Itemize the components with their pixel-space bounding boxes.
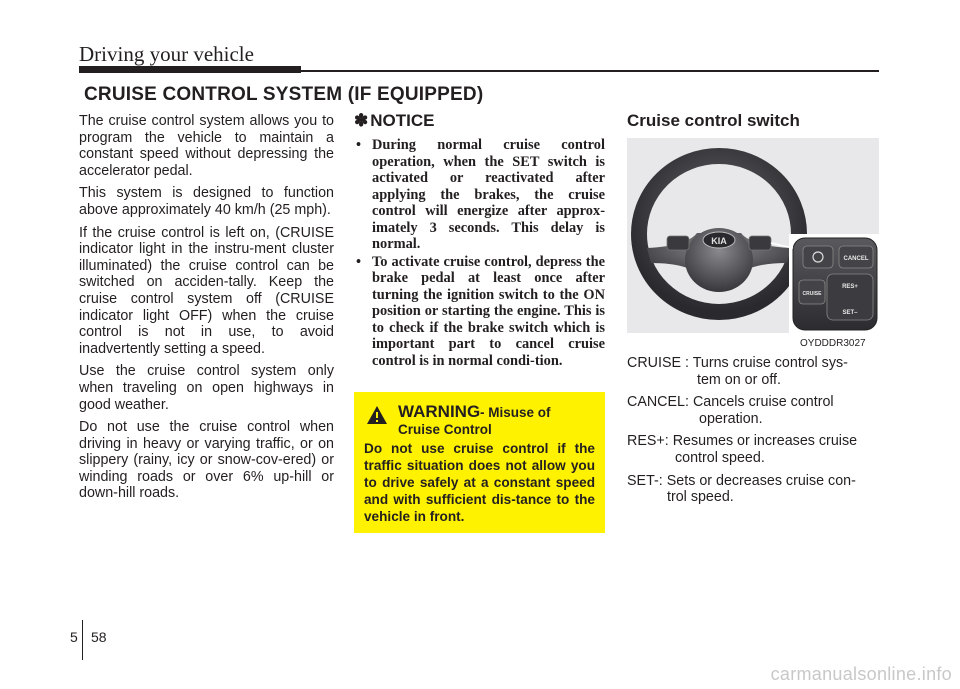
notice-item-text: During normal cruise control operation, when the SET switch is activated or reactivated after applying the brakes, the cruise control will energize after approx-imately 3 seconds. This delay is normal. xyxy=(372,137,605,252)
switch-definitions xyxy=(627,355,879,512)
definition-term: CRUISE : xyxy=(627,355,693,371)
definition-cruise xyxy=(627,355,879,388)
definition-term: SET-: xyxy=(627,472,667,489)
header-rule-thick xyxy=(79,66,301,73)
notice-item xyxy=(354,254,605,370)
steering-wheel-illustration xyxy=(627,138,879,333)
definition-desc-cont: trol speed. xyxy=(667,489,734,506)
watermark: carmanualsonline.info xyxy=(770,664,952,684)
bullet-icon: • xyxy=(356,137,362,153)
switch-title: Cruise control switch xyxy=(627,111,800,130)
bullet-icon: • xyxy=(356,253,362,270)
definition-desc-cont: control speed. xyxy=(675,449,765,466)
page-divider xyxy=(82,620,83,660)
cruise-switch-label: CRUISE xyxy=(802,291,822,297)
page-header-title: Driving your vehicle xyxy=(79,42,254,66)
notice-title-text: NOTICE xyxy=(370,111,435,130)
definition-res xyxy=(627,433,879,466)
paragraph: Use the cruise control system only when traveling on open highways in good weather. xyxy=(79,363,334,413)
notice-star-icon: ✽ xyxy=(354,111,369,130)
header-rule-thin xyxy=(301,70,879,72)
cancel-switch-label: CANCEL xyxy=(843,256,869,262)
warning-subtitle-2: Cruise Control xyxy=(398,422,492,437)
paragraph: This system is designed to function above approximately 40 km/h (25 mph). xyxy=(79,185,334,218)
paragraph: Do not use the cruise control when driving in heavy or varying traffic, or on slippery (rainy, icy or snow-cov-ered) or winding roads or over 6% up-hill or down-hill roads. xyxy=(79,419,334,502)
definition-desc-cont: tem on or off. xyxy=(697,371,781,388)
set-switch-label: SET– xyxy=(842,310,858,316)
page-number: 58 xyxy=(91,629,107,645)
notice-title xyxy=(354,111,434,131)
definition-term: CANCEL: xyxy=(627,394,693,411)
warning-box xyxy=(354,392,605,533)
warning-word: WARNING xyxy=(398,402,481,421)
section-number: 5 xyxy=(70,629,78,645)
definition-desc: Sets or decreases cruise con- xyxy=(666,472,856,489)
definition-set xyxy=(627,473,879,506)
section-title: CRUISE CONTROL SYSTEM (IF EQUIPPED) xyxy=(84,84,484,105)
intro-column xyxy=(79,113,334,508)
definition-desc-cont: operation. xyxy=(699,410,763,427)
figure-code: OYDDDR3027 xyxy=(800,338,866,349)
notice-item-text: To activate cruise control, depress the brake pedal at least once after turning the ignition switch to the ON position or starting the engine. This is to check if the brake switch which is important part to cancel cruise control is in normal condi-tion. xyxy=(372,253,605,369)
warning-header xyxy=(364,402,595,440)
res-switch-label: RES+ xyxy=(842,284,858,290)
definition-cancel xyxy=(627,394,879,427)
definition-term: RES+: xyxy=(627,433,673,450)
definition-desc: Cancels cruise control xyxy=(692,394,834,411)
steering-wheel-figure xyxy=(627,138,879,333)
warning-triangle-icon xyxy=(366,405,388,425)
notice-item xyxy=(354,137,605,253)
warning-text: Do not use cruise control if the traffic situation does not allow you to drive safely at a constant speed and with sufficient dis-tance to the vehicle in front. xyxy=(364,441,595,524)
warning-subtitle: - Misuse of xyxy=(480,405,551,420)
notice-list xyxy=(354,137,605,370)
definition-desc: Resumes or increases cruise xyxy=(672,433,858,450)
paragraph: The cruise control system allows you to program the vehicle to maintain a constant speed without depressing the accelerator pedal. xyxy=(79,113,334,179)
paragraph: If the cruise control is left on, (CRUISE indicator light in the instru-ment cluster illuminated) the cruise control can be switched on acciden-tally. Keep the cruise control system off (CRUISE indicator light OFF) when the cruise control is not in use, to avoid inadvertently setting a speed. xyxy=(79,224,334,357)
kia-logo-text: KIA xyxy=(711,236,727,246)
definition-desc: Turns cruise control sys- xyxy=(692,355,848,371)
